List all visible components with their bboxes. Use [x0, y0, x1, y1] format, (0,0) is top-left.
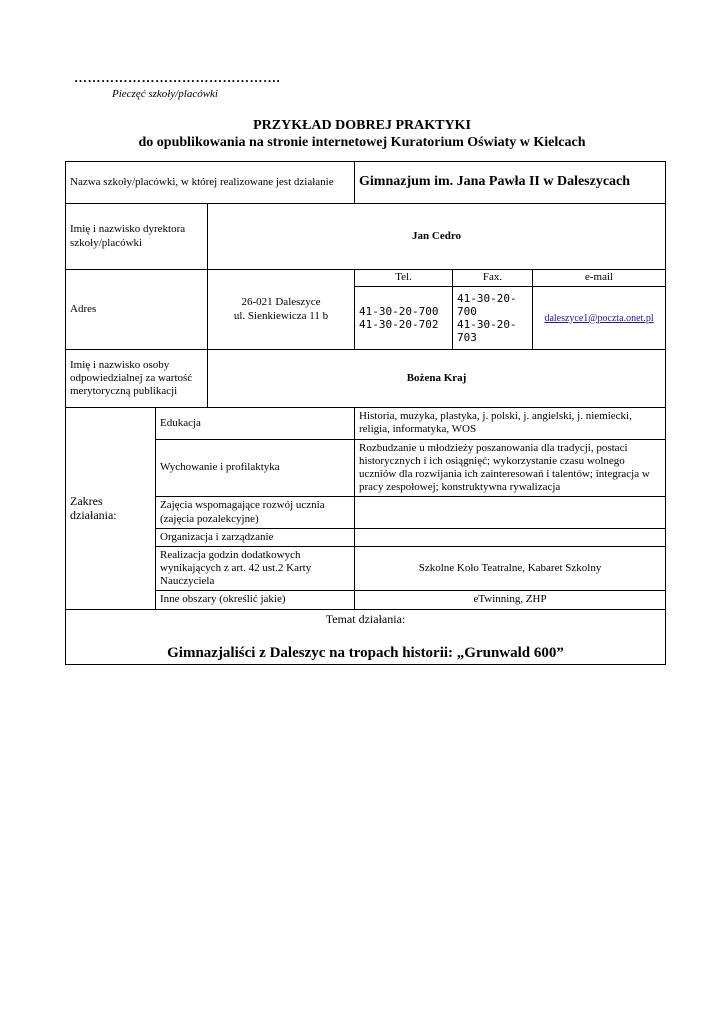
scope-detail — [355, 497, 666, 528]
director-row — [66, 204, 666, 270]
school-name: Gimnazjum im. Jana Pawła II w Daleszycach — [355, 162, 666, 204]
address-value — [208, 270, 355, 350]
tel-header: Tel. — [355, 270, 453, 287]
scope-area: Wychowanie i profilaktyka — [156, 439, 355, 497]
stamp-placeholder: ………………………………………. — [74, 70, 281, 85]
tel-2: 41-30-20-702 — [359, 318, 439, 332]
school-row — [66, 162, 666, 204]
address-line1: 26-021 Daleszyce — [241, 296, 321, 309]
topic-cell — [66, 609, 666, 664]
stamp-label: Pieczęć szkoły/placówki — [112, 88, 218, 100]
email-link[interactable]: daleszyce1@poczta.onet.pl — [544, 312, 654, 324]
fax-1: 41-30-20-700 — [457, 291, 517, 318]
topic-title: Gimnazjaliści z Daleszyc na tropach historii: „Grunwald 600” — [167, 645, 564, 662]
email-cell — [533, 287, 666, 350]
scope-area: Edukacja — [156, 408, 355, 439]
tel-1: 41-30-20-700 — [359, 305, 439, 318]
scope-row — [66, 546, 666, 591]
document-subtitle: do opublikowania na stronie internetowej Kuratorium Oświaty w Kielcach — [138, 135, 586, 150]
scope-detail: Rozbudzanie u młodzieży poszanowania dla tradycji, postaci historycznych i ich osiągnięć; wykorzystanie czasu wolnego uczniów dla rozwijania ich zainteresowań i talentów; integracja w pracy zespołowej; konstruktywna rywalizacja — [355, 439, 666, 497]
fax-2: 41-30-20-703 — [457, 318, 517, 345]
scope-area: Inne obszary (określić jakie) — [156, 591, 355, 609]
document-title: PRZYKŁAD DOBREJ PRAKTYKI — [253, 118, 471, 133]
scope-area: Realizacja godzin dodatkowych wynikających z art. 42 ust.2 Karty Nauczyciela — [156, 546, 355, 591]
scope-row — [66, 591, 666, 609]
scope-row — [66, 528, 666, 546]
responsible-row — [66, 350, 666, 408]
school-label: Nazwa szkoły/placówki, w której realizowane jest działanie — [66, 162, 355, 204]
topic-row — [66, 609, 666, 664]
scope-detail: Szkolne Koło Teatralne, Kabaret Szkolny — [355, 546, 666, 591]
scope-row — [66, 497, 666, 528]
scope-detail: Historia, muzyka, plastyka, j. polski, j. angielski, j. niemiecki, religia, informatyka, WOS — [355, 408, 666, 439]
topic-label: Temat działania: — [325, 611, 406, 626]
address-header-row — [66, 270, 666, 287]
responsible-name: Bożena Kraj — [208, 350, 666, 408]
scope-row — [66, 439, 666, 497]
fax-numbers — [453, 287, 533, 350]
scope-label: Zakres działania: — [66, 408, 156, 609]
scope-detail: eTwinning, ZHP — [355, 591, 666, 609]
fax-header: Fax. — [453, 270, 533, 287]
scope-row — [66, 408, 666, 439]
email-header: e-mail — [533, 270, 666, 287]
scope-area: Zajęcia wspomagające rozwój ucznia (zajęcia pozalekcyjne) — [156, 497, 355, 528]
director-name: Jan Cedro — [208, 204, 666, 270]
scope-area: Organizacja i zarządzanie — [156, 528, 355, 546]
form-table — [65, 161, 666, 665]
tel-numbers — [355, 287, 453, 350]
responsible-label: Imię i nazwisko osoby odpowiedzialnej za wartość merytoryczną publikacji — [66, 350, 208, 408]
address-line2: ul. Sienkiewicza 11 b — [233, 309, 329, 322]
address-label: Adres — [66, 270, 208, 350]
scope-detail — [355, 528, 666, 546]
director-label: Imię i nazwisko dyrektora szkoły/placówki — [66, 204, 208, 270]
